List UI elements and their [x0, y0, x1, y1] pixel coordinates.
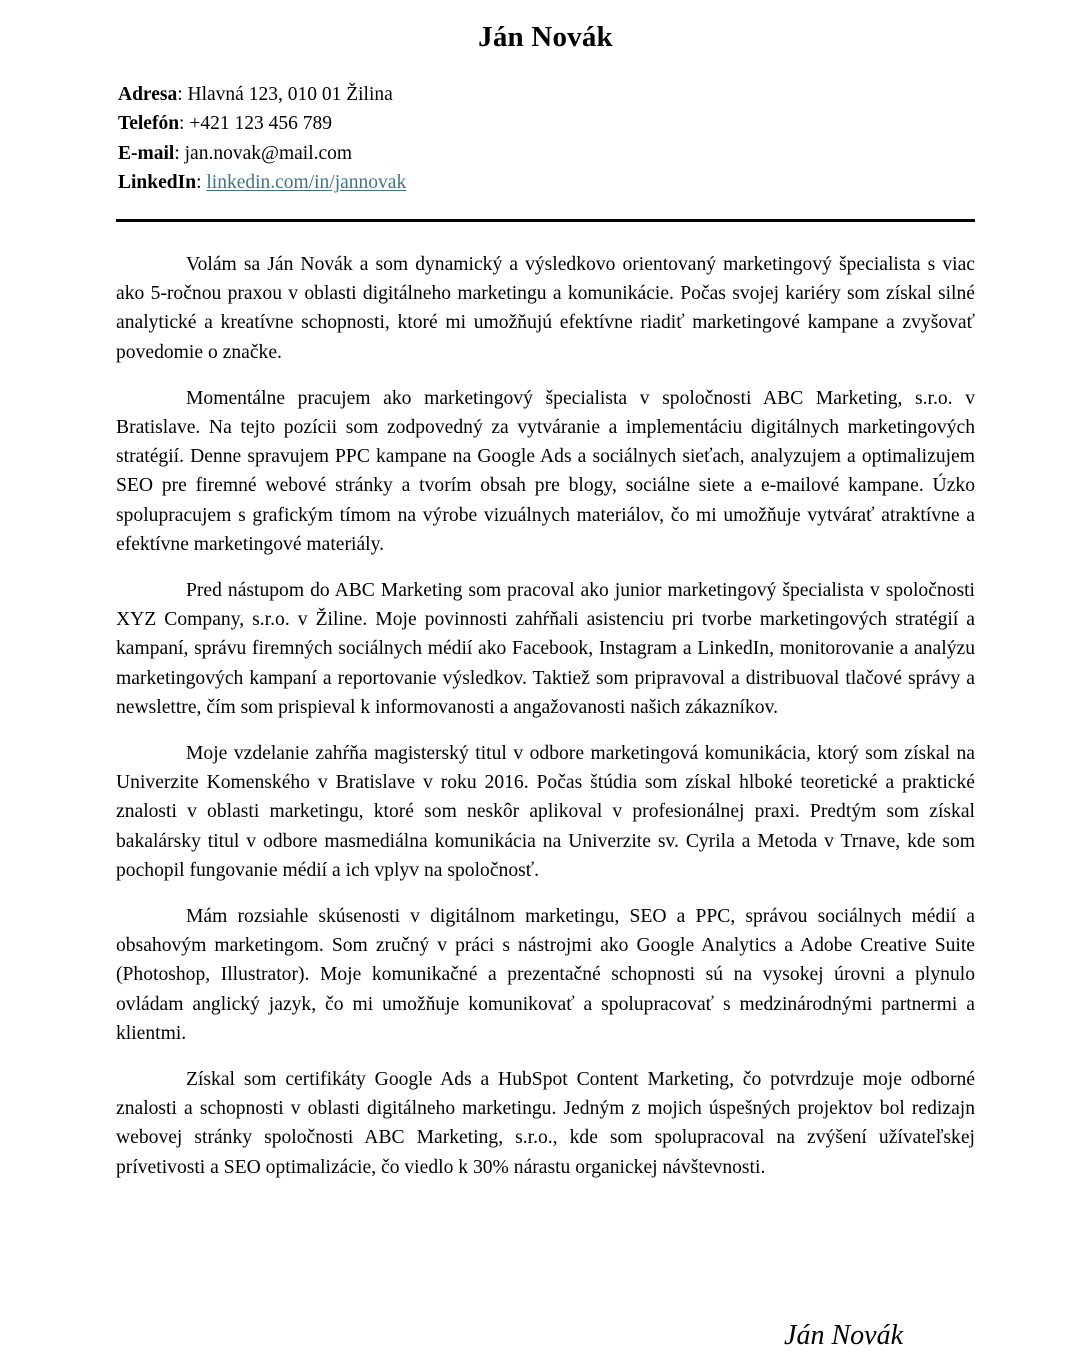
paragraph-2: Momentálne pracujem ako marketingový špecialista v spoločnosti ABC Marketing, s.r.o. v Bratislave. Na tejto pozícii som zodpovedný za vytváranie a implementáciu digitálnych marketingových stratégií. Denne spravujem PPC kampane na Google Ads a sociálnych sieťach, analyzujem a optimalizujem SEO pre firemné webové stránky a tvorím obsah pre blogy, sociálne siete a e-mailové kampane. Úzko spolupracujem s grafickým tímom na výrobe vizuálnych materiálov, čo mi umožňuje vytvárať atraktívne a efektívne marketingové materiály. — [116, 387, 975, 555]
header-divider — [116, 219, 975, 222]
paragraph-1: Volám sa Ján Novák a som dynamický a výsledkovo orientovaný marketingový špecialista s viac ako 5-ročnou praxou v oblasti digitálneho marketingu a komunikácie. Počas svojej kariéry som získal silné analytické a kreatívne schopnosti, ktoré mi umožňujú efektívne riadiť marketingové kampane a zvyšovať povedomie o značke. — [116, 253, 975, 363]
contact-label-email: E-mail — [118, 142, 175, 164]
paragraph-3: Pred nástupom do ABC Marketing som pracoval ako junior marketingový špecialista v spoločnosti XYZ Company, s.r.o. v Žiline. Moje povinnosti zahŕňali asistenciu pri tvorbe marketingových stratégií a kampaní, správu firemných sociálnych médií ako Facebook, Instagram a LinkedIn, monitorovanie a analýzu marketingových kampaní a reportovanie výsledkov. Taktiež som pripravoval a distribuoval tlačové správy a newslettre, čím som prispieval k informovanosti a angažovanosti našich zákazníkov. — [116, 579, 975, 718]
paragraph-6: Získal som certifikáty Google Ads a HubSpot Content Marketing, čo potvrdzuje moje odborné znalosti a schopnosti v oblasti digitálneho marketingu. Jedným z mojich úspešných projektov bol redizajn webovej stránky spoločnosti ABC Marketing, s.r.o., kde som spolupracoval na zvýšení užívateľskej prívetivosti a SEO optimalizácie, čo viedlo k 30% nárastu organickej návštevnosti. — [116, 1068, 975, 1178]
signature-area — [0, 1320, 1091, 1352]
contact-separator-linkedin: : — [196, 172, 207, 194]
letter-body — [0, 250, 1091, 1182]
contact-value-email: jan.novak@mail.com — [184, 142, 353, 164]
contact-line-telefon — [118, 109, 1091, 139]
contact-line-linkedin — [118, 168, 1091, 198]
contact-separator-email: : — [174, 142, 185, 164]
paragraph-5: Mám rozsiahle skúsenosti v digitálnom marketingu, SEO a PPC, správou sociálnych médií a obsahovým marketingom. Som zručný v práci s nástrojmi ako Google Analytics a Adobe Creative Suite (Photoshop, Illustrator). Moje komunikačné a prezentačné schopnosti sú na vysokej úrovni a plynulo ovládam anglický jazyk, čo mi umožňuje komunikovať a spolupracovať s medzinárodnými partnermi a klientmi. — [116, 905, 975, 1044]
contact-line-adresa — [118, 80, 1091, 110]
page-title: Ján Novák — [478, 21, 613, 53]
contact-value-adresa: Hlavná 123, 010 01 Žilina — [187, 83, 393, 105]
contact-label-telefon: Telefón — [118, 113, 180, 135]
contact-value-telefon: +421 123 456 789 — [189, 113, 332, 135]
paragraph-4: Moje vzdelanie zahŕňa magisterský titul v odbore marketingová komunikácia, ktorý som získal na Univerzite Komenského v Bratislave v roku 2016. Počas štúdia som získal hlboké teoretické a praktické znalosti v oblasti marketingu, ktoré som neskôr aplikoval v profesionálnej praxi. Predtým som získal bakalársky titul v odbore masmediálna komunikácia na Univerzite sv. Cyrila a Metoda v Trnave, kde som pochopil fungovanie médií a ich vplyv na spoločnosť. — [116, 742, 975, 881]
contact-block — [0, 80, 1091, 198]
linkedin-link[interactable]: linkedin.com/in/jannovak — [206, 172, 407, 194]
contact-label-linkedin: LinkedIn — [118, 172, 197, 194]
contact-line-email — [118, 139, 1091, 169]
contact-separator-adresa: : — [177, 83, 188, 105]
contact-separator-telefon: : — [179, 113, 190, 135]
signature: Ján Novák — [784, 1319, 903, 1351]
contact-label-adresa: Adresa — [118, 83, 178, 105]
